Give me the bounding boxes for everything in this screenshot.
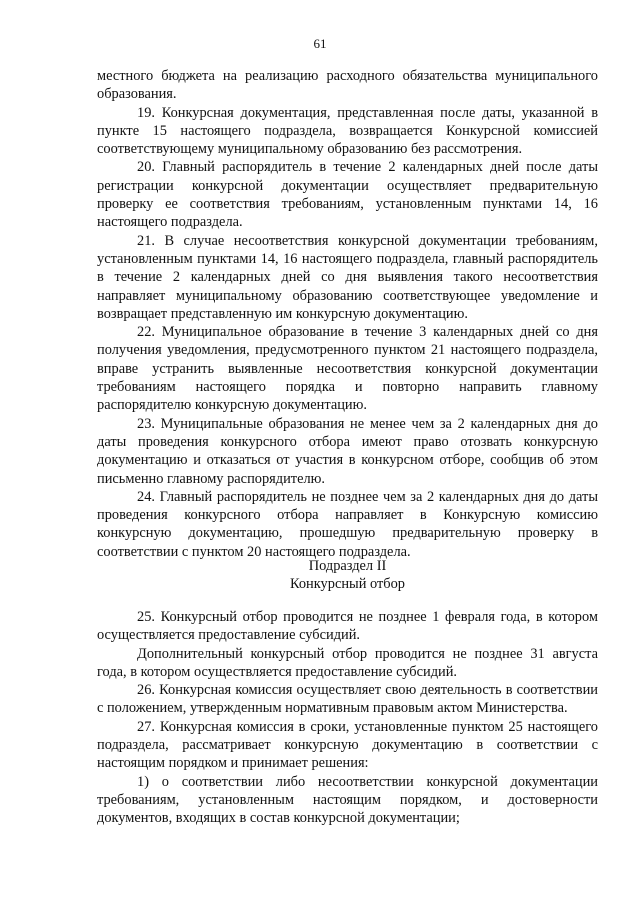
subsection-title: Подраздел II [308,558,387,574]
paragraph-20: 20. Главный распорядитель в течение 2 календарных дней после даты регистрации конкурсной документации осуществляет предварительную проверку ее соответствия требованиям, установленным пунктами 14, 16 настоящего подраздела. [97,159,598,231]
bottom-text-block [97,608,598,828]
paragraph-27: 27. Конкурсная комиссия в сроки, установленные пунктом 25 настоящего подраздела, рассматривает конкурсную документацию в соответствии с настоящим порядком и принимает решения: [97,718,598,772]
paragraph-21: 21. В случае несоответствия конкурсной документации требованиям, установленным пунктами 14, 16 настоящего подраздела, главный распорядитель в течение 2 календарных дней со дня выявления такого несоответствия направляет муниципальному образованию соответствующее уведомление и возвращает представленную им конкурсную документацию. [97,232,598,322]
paragraph-25-additional: Дополнительный конкурсный отбор проводится не позднее 31 августа года, в котором осуществляется предоставление субсидий. [97,645,598,680]
paragraph-19: 19. Конкурсная документация, представленная после даты, указанной в пункте 15 настоящего подраздела, возвращается Конкурсной комиссией соответствующему муниципальному образованию без рассмотрения. [97,104,598,158]
subsection-heading [97,557,598,594]
top-text-block [97,67,598,561]
paragraph-27-item-1: 1) о соответствии либо несоответствии конкурсной документации требованиям, установленным настоящим порядком, и достоверности документов, входящих в состав конкурсной документации; [97,773,598,827]
paragraph-22: 22. Муниципальное образование в течение 3 календарных дней со дня получения уведомления, предусмотренного пунктом 21 настоящего подраздела, вправе устранить выявленные несоответствия конкурсной документации требованиям настоящего порядка и повторно направить главному распорядителю конкурсную документацию. [97,324,598,414]
page-number: 61 [313,36,327,51]
subsection-subtitle: Конкурсный отбор [289,576,406,593]
paragraph-25: 25. Конкурсный отбор проводится не позднее 1 февраля года, в котором осуществляется предоставление субсидий. [97,609,598,644]
paragraph-23: 23. Муниципальные образования не менее чем за 2 календарных дня до даты проведения конкурсного отбора имеют право отозвать конкурсную документацию и отказаться от участия в конкурсном отборе, сообщив об этом письменно главному распорядителю. [97,415,598,487]
paragraph-continuation: местного бюджета на реализацию расходного обязательства муниципального образования. [97,68,598,103]
paragraph-26: 26. Конкурсная комиссия осуществляет свою деятельность в соответствии с положением, утвержденным нормативным правовым актом Министерства. [97,682,598,717]
paragraph-24: 24. Главный распорядитель не позднее чем за 2 календарных дня до даты проведения конкурсного отбора направляет в Конкурсную комиссию конкурсную документацию, прошедшую предварительную проверку в соответствии с пунктом 20 настоящего подраздела. [97,488,598,560]
